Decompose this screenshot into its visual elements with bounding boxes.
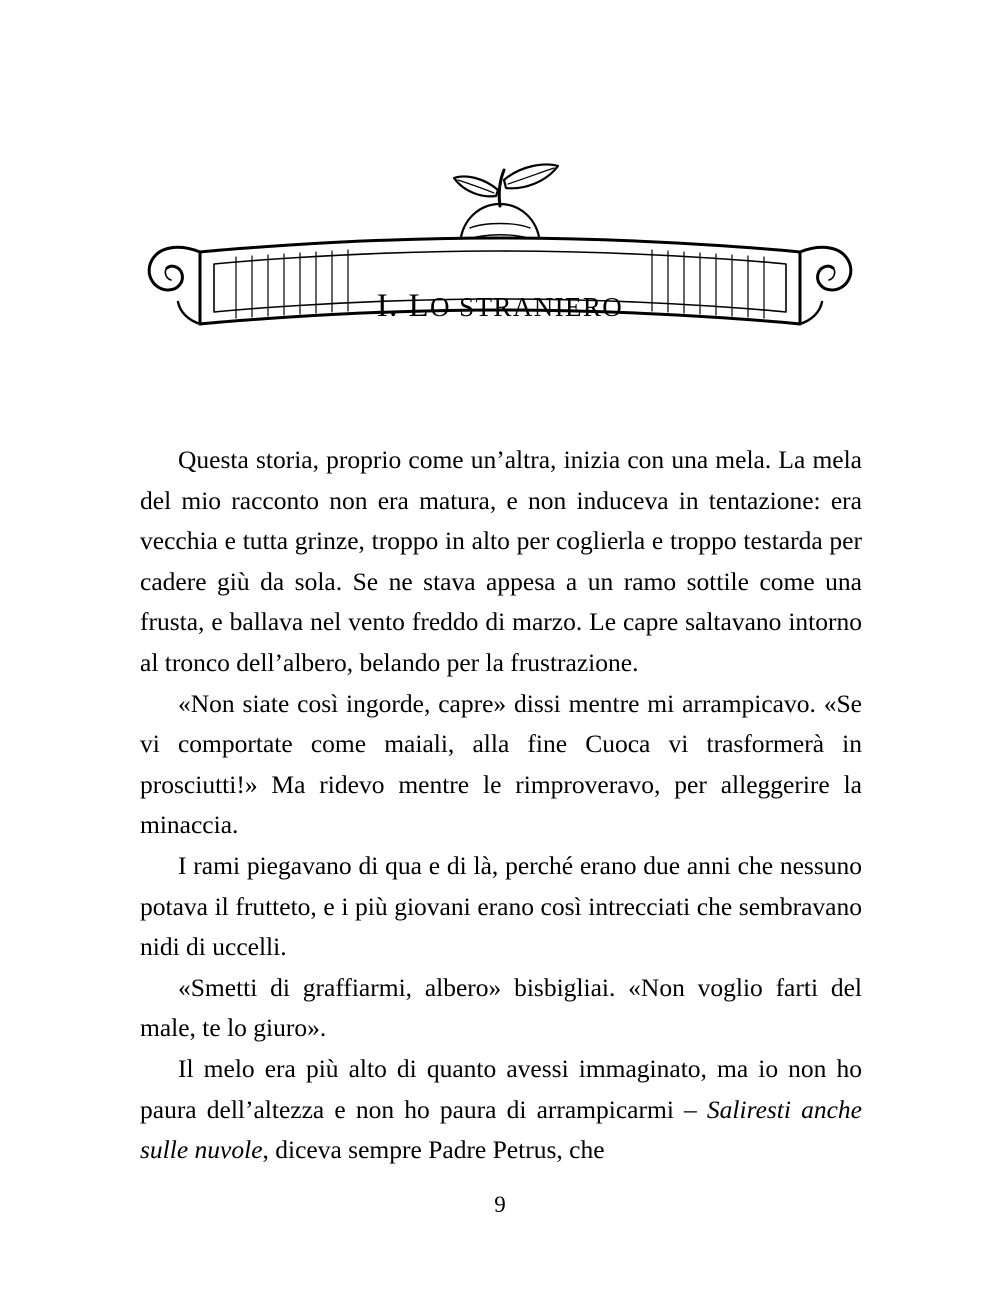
chapter-body <box>140 440 862 1171</box>
paragraph: «Smetti di graffiarmi, albero» bisbigliai. «Non voglio farti del male, te lo giuro». <box>140 972 862 1043</box>
paragraph-text-after: , diceva sempre Padre Petrus, che <box>262 1135 605 1165</box>
paragraph: Questa storia, proprio come un’altra, inizia con una mela. La mela del mio racconto non era matura, e non induceva in tentazione: era vecchia e tutta grinze, troppo in alto per coglierla e troppo testarda per cadere giù da sola. Se ne stava appesa a un ramo sottile come una frusta, e ballava nel vento freddo di marzo. Le capre saltavano intorno al tronco dell’albero, belando per la frustrazione. <box>140 445 862 677</box>
paragraph: I rami piegavano di qua e di là, perché erano due anni che nessuno potava il frutteto, e i più giovani erano così intrecciati che sembravano nidi di uccelli. <box>140 850 862 962</box>
paragraph-with-italic <box>140 1049 862 1171</box>
ornament-wrapper <box>140 140 860 360</box>
paragraph-italic-quote: Saliresti anche sulle nuvole <box>140 1094 862 1165</box>
chapter-title-text: I. LO STRANIERO <box>376 288 624 324</box>
paragraph-text-before: Il melo era più alto di quanto avessi immaginato, ma io non ho paura dell’altezza e non ho paura di arrampicarmi – <box>140 1053 862 1124</box>
chapter-title <box>140 290 860 323</box>
chapter-header-ornament <box>0 140 1000 360</box>
paragraph: «Non siate così ingorde, capre» dissi mentre mi arrampicavo. «Se vi comportate come maiali, alla fine Cuoca vi trasformerà in prosciutti!» Ma ridevo mentre le rimproveravo, per alleggerire la minaccia. <box>140 688 862 840</box>
apple-banner-icon <box>140 140 860 360</box>
page-number: 9 <box>494 1192 506 1217</box>
